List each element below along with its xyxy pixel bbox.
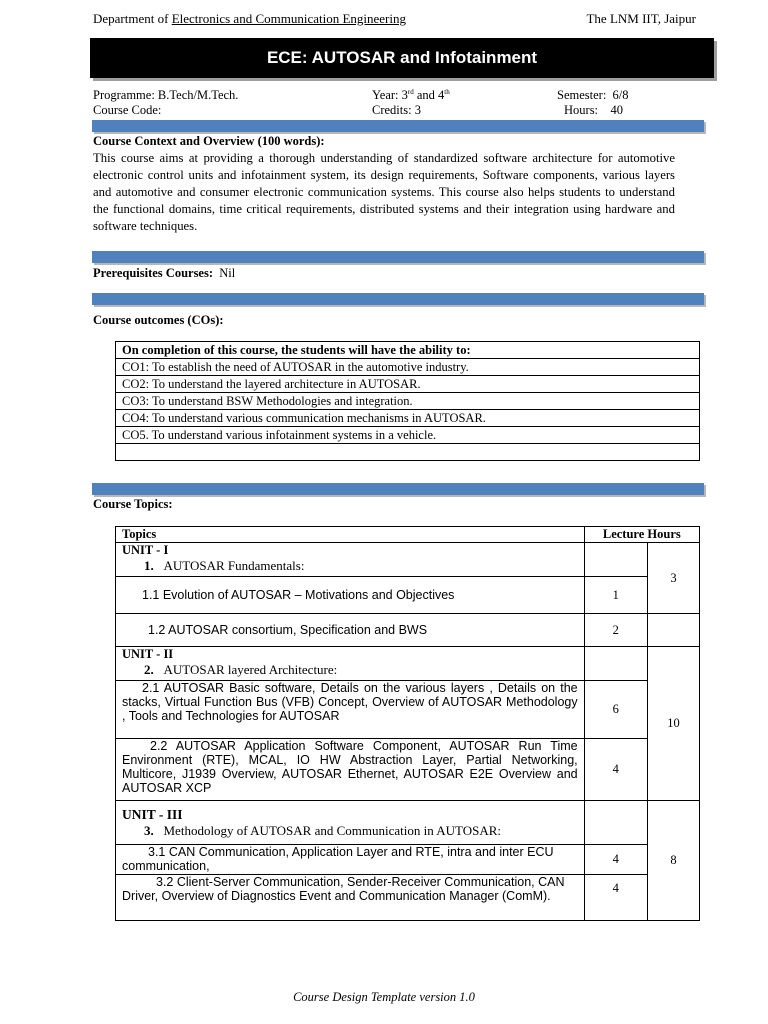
course-code: Course Code: — [93, 103, 162, 117]
empty-cell — [584, 801, 647, 845]
subtopic: 2.1 AUTOSAR Basic software, Details on the various layers , Details on the stacks, Virtual Function Bus (VFB) Concept, Overview of AUTOSAR Methodology , Tools and Technologies for AUTOSAR — [116, 681, 585, 739]
topics-col-header: Topics — [116, 527, 585, 543]
table-row — [116, 739, 700, 801]
subtopic-hours: 2 — [584, 614, 647, 647]
subtopic-hours: 4 — [584, 739, 647, 801]
topics-table — [115, 526, 700, 921]
outcome-item: CO1: To establish the need of AUTOSAR in the automotive industry. — [116, 359, 700, 376]
outcome-item: CO3: To understand BSW Methodologies and integration. — [116, 393, 700, 410]
empty-cell — [584, 543, 647, 577]
table-row — [116, 444, 700, 461]
table-row — [116, 393, 700, 410]
table-row — [116, 427, 700, 444]
prerequisites — [93, 266, 235, 281]
table-row — [116, 527, 700, 543]
unit-heading: UNIT - III 3. Methodology of AUTOSAR and Communication in AUTOSAR: — [116, 801, 585, 845]
subtopic: 2.2 AUTOSAR Application Software Component, AUTOSAR Run Time Environment (RTE), MCAL, IO HW Abstraction Layer, Partial Networking, Multicore, J1939 Overview, AUTOSAR Ethernet, AUTOSAR E2E Overview and AUTOSAR XCP — [116, 739, 585, 801]
table-row — [116, 647, 700, 681]
outcome-item: CO2: To understand the layered architecture in AUTOSAR. — [116, 376, 700, 393]
year: Year: 3rd and 4th — [372, 88, 450, 103]
table-row — [116, 410, 700, 427]
institute-name: The LNM IIT, Jaipur — [586, 11, 696, 26]
table-row — [116, 845, 700, 875]
unit-heading: UNIT - II 2. AUTOSAR layered Architecture: — [116, 647, 585, 681]
outcomes-table — [115, 341, 700, 461]
subtopic: 3.1 CAN Communication, Application Layer and RTE, intra and inter ECU communication, — [116, 845, 585, 875]
empty-cell — [584, 647, 647, 681]
section-divider — [92, 251, 704, 263]
table-row — [116, 801, 700, 845]
table-row — [116, 342, 700, 359]
context-text: This course aims at providing a thorough understanding of standardized software architecture for automotive electronic control units and infotainment system, its design requirements, Software components, various layers and automotive and consumer electronic communication systems. This course also helps students to understand the functional domains, time critical requirements, distributed systems and their integration using hardware and software techniques. — [93, 151, 675, 233]
outcomes-heading: Course outcomes (COs): — [93, 313, 224, 327]
table-row — [116, 614, 700, 647]
outcome-item: CO5. To understand various infotainment systems in a vehicle. — [116, 427, 700, 444]
outcome-item: CO4: To understand various communication mechanisms in AUTOSAR. — [116, 410, 700, 427]
prerequisites-value: Nil — [219, 266, 236, 280]
footer-version: Course Design Template version 1.0 — [293, 990, 475, 1004]
context-heading: Course Context and Overview (100 words): — [93, 134, 325, 148]
section-divider — [92, 293, 704, 305]
section-divider — [92, 483, 704, 495]
prerequisites-label: Prerequisites Courses: — [93, 266, 214, 280]
course-title: ECE: AUTOSAR and Infotainment — [266, 48, 538, 67]
table-row — [116, 577, 700, 614]
subtopic: 1.2 AUTOSAR consortium, Specification and BWS — [116, 614, 585, 647]
unit-total-hours: 8 — [647, 801, 699, 921]
credits: Credits: 3 — [372, 103, 421, 117]
unit-total-hours: 10 — [647, 647, 699, 801]
programme: Programme: B.Tech/M.Tech. — [93, 88, 239, 102]
table-row — [116, 376, 700, 393]
hours-col-header: Lecture Hours — [584, 527, 699, 543]
table-row — [116, 359, 700, 376]
subtopic-hours: 6 — [584, 681, 647, 739]
department-name: Electronics and Communication Engineering — [171, 11, 407, 26]
table-row — [116, 681, 700, 739]
section-divider — [92, 120, 704, 132]
topics-heading: Course Topics: — [93, 497, 173, 511]
course-title-box — [90, 38, 714, 78]
empty-cell — [116, 444, 700, 461]
department-prefix: Department of — [93, 11, 172, 26]
subtopic-hours: 4 — [584, 875, 647, 921]
subtopic-hours: 1 — [584, 577, 647, 614]
subtopic-hours: 4 — [584, 845, 647, 875]
table-row — [116, 543, 700, 577]
table-row — [116, 875, 700, 921]
unit-heading: UNIT - I 1. AUTOSAR Fundamentals: — [116, 543, 585, 577]
subtopic: 3.2 Client-Server Communication, Sender-Receiver Communication, CAN Driver, Overview of Diagnostics Event and Communication Manager (ComM). — [116, 875, 585, 921]
department-line — [93, 11, 406, 27]
outcomes-table-header: On completion of this course, the students will have the ability to: — [116, 342, 700, 359]
subtopic: 1.1 Evolution of AUTOSAR – Motivations and Objectives — [116, 577, 585, 614]
hours: Hours: 40 — [564, 103, 624, 117]
unit-total-hours: 3 — [647, 543, 699, 614]
semester: Semester: 6/8 — [557, 88, 629, 102]
empty-cell — [647, 614, 699, 647]
